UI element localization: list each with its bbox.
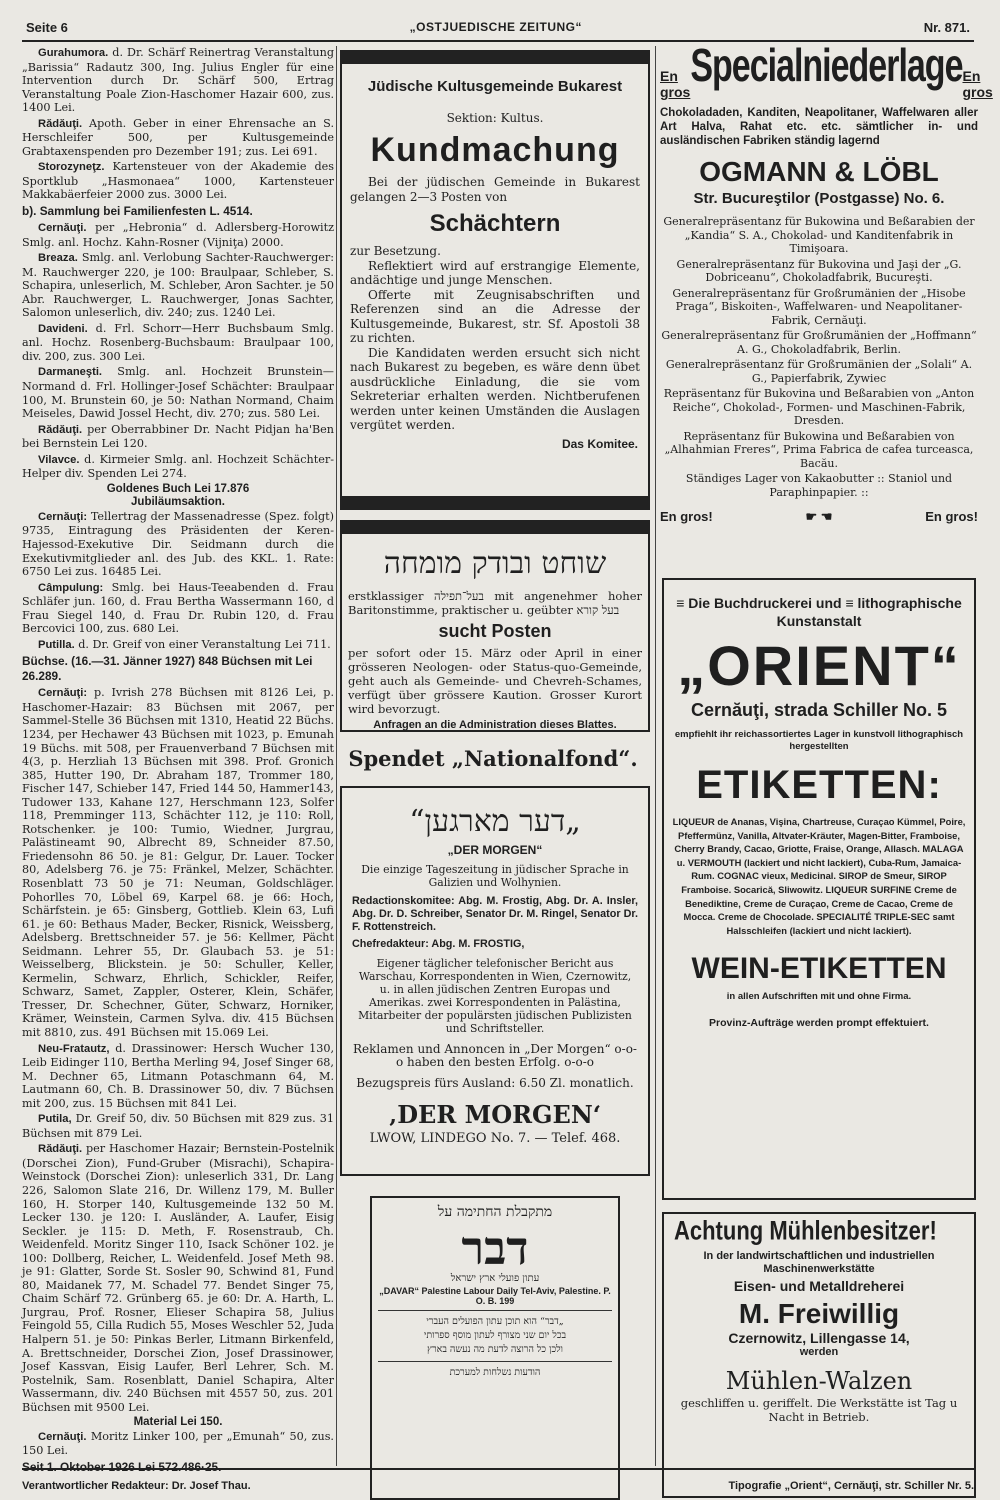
ad-headline: sucht Posten [438, 621, 552, 641]
labels-heading: ETIKETTEN: [696, 763, 942, 807]
column-divider [336, 46, 337, 1466]
firm-name: M. Freiwillig [738, 1298, 900, 1329]
ad-inquiry: Anfragen an die Administration dieses Blattes. [373, 719, 617, 731]
ogmann-loebl-ad [660, 40, 993, 525]
paper-address: LWOW, LINDEGO No. 7. — Telef. 468. [369, 1131, 621, 1146]
orient-subtitle: empfiehlt ihr reichassortiertes Lager in kunstvoll lithographisch hergestellten [674, 729, 964, 752]
wine-labels-heading: WEIN-ETIKETTEN [691, 952, 947, 986]
donation-entry: Rădăuţi. Apoth. Geber in einer Ehrensache an S. Herschleifer 500, per Kultusgemeinde Grabtaxenspenden pro Dezember 191; zus. Lei 691. [22, 116, 334, 158]
hebrew-line: „דבר“ הוא תוכן עתון הפועלים העברי [426, 1316, 564, 1327]
wine-labels-note: in allen Aufschriften mit und ohne Firma. [726, 991, 912, 1003]
ad-title: Specialniederlage [690, 40, 963, 92]
ad-connector: werden [799, 1346, 839, 1358]
representation: Generalrepräsentanz für Bukowina und Beßarabien der „Kandia“ S. A., Chokolad- und Kanditenfabrik in Timişoara. [663, 215, 975, 255]
section-heading: Material Lei 150. [133, 1416, 223, 1429]
paper-body: Eigener täglicher telefonischer Bericht aus Warschau, Korrespondenten in Wien, Czernowitz, u. in allen jüdischen Zentren Europas und Amerikas. zwei Korrespondenten in Palästina, Mitarbeiter der populärsten jüdischen Publizisten und Schriftsteller. [358, 957, 632, 1035]
freiwillig-ad [662, 1212, 976, 1498]
notice-body: zur Besetzung. [350, 244, 441, 258]
hebrew-line: הודעות נשלחות למערכת [449, 1367, 541, 1378]
province-orders-note: Provinz-Aufträge werden prompt effektuiert. [709, 1017, 929, 1030]
ad-body: geschliffen u. geriffelt. Die Werkstätte ist Tag u Nacht in Betrieb. [680, 1396, 958, 1424]
donation-entry: Vilavce. d. Kirmeier Smlg. anl. Hochzeit Schächter-Helper div. Spenden Lei 274. [22, 452, 334, 481]
editorial-committee: Redactionskomitee: Abg. M. Frostig, Abg. Dr. A. Insler, Abg. Dr. D. Schreiber, Senator Dr. M. Ringel, Senator Dr. F. Rottenstreich. [352, 895, 638, 933]
ad-intro: ≡ Die Buchdruckerei und ≡ lithographische Kunstanstalt [676, 595, 962, 629]
latin-title: „DER MORGEN“ [447, 843, 543, 857]
section-heading: Goldenes Buch Lei 17.876 [106, 482, 250, 495]
representation: Ständiges Lager von Kakaobutter :: Staniol und Paraphinpapier. :: [685, 472, 953, 499]
donation-entry: Cernăuţi: p. Ivrish 278 Büchsen mit 8126 Lei, p. Haschomer-Hazair: 83 Büchsen mit 2067, per Sammel-Stelle 36 Büchsen mit 1310, Heatid 22 Büchs. 1234, per Hechawer 43 Büchsen mit 1023, p. Emunah 19 Büchs. mit 508, per Frauenverband 7 Büchsen mit 4(3, p. Herzliah 13 Büchsen mit 398. Prof. Gronich 385, Hutter 190, Dr. Abraham 187, Trommer 180, Fischer 147, Schieber 147, Fried 144 50, Hammer143, Tudower 133, Kahane 127, Herschmann 123, Solfer 118, Premminger 113, Schächter 112, je 110: Roll, Rotschenker. je 100: Tumio, Wiedner, Jurgrau, Palästineamt 90, Albrecht 89, Schneider 87.50, Friedensohn 86 50. je 81: Gelgur, Dr. Lauer. Tocker 80, Adelsberg 76. je 75: Fränkel, Melzer, Schächter. Rosenblatt 73 50 je 71: Neuman, Goldschläger. Pohorlles 70, Löbel 69, Karpel 68. je 66: Hoch, Schärfstein. je 65: Ginsberg, Gottlieb. Klein 63, Lufi 61. je 60: Bethaus Mader, Becker, Risnick, Weissberg, Adelsberg. Brettschneider 57. je 56: Kellmer, Pächt Seidmann. Lehrer 55, Dr. Glaubach 53. je 51: Weisselberg, Blickstein. je 50: Schuller, Keller, Kermelin, Schwarz, Ehrlich, Schickler, Reifer, Schwarz, Samet, Zappler, Osterer, Klein, Schäfer, Tresser, Dr. Schechner, Güter, Schwarz, Horniker, Krämer, Weinstein, Carmen Sylva. div. 415 Büchsen mit 8810, zus. 491 Büchsen mit 15.069 Lei. [22, 686, 334, 1039]
editor-credit: Verantwortlicher Redakteur: Dr. Josef Thau. [22, 1480, 251, 1492]
hand-pointer-icon: ☛ ☚ [805, 509, 833, 524]
black-bar [342, 496, 648, 508]
donation-entry: Cernăuţi. Moritz Linker 100, per „Emunah“ 50, zus. 150 Lei. [22, 1429, 334, 1458]
section-heading: b). Sammlung bei Familienfesten L. 4514. [22, 204, 253, 219]
donation-entry: Rădăuţi. per Haschomer Hazair; Bernstein-Postelnik (Dorschei Zion), Fund-Gruber (Misrachi), Schapira-Weinstock (Dorschei Zion): unleserlich 331, Dr. Lang 226, Salomon Slate 216, Dr. Willenz 179, M. Buller 160, H. Storper 140, Kultusgemeinde 132 50 M. Lecker 130. je 120: I. Ausländer, A. Laufer, Eisig Seckler. je 115: D. Meth, F. Rosenstraub, Ch. Weidenfeld. Moritz Singer 110, Isack Schöner 102. je 100: Dollberg, Reicher, L. Weidenfeld. Josef Meth 98. je 91: Glatter, Sorde St. Sosler 90, Schwind 81, Fund 80, Maidanek 77, M. Schadel 77. Bendet Singer 75, Chaim Schärf 72. Grünberg 65. je 60: Dr. A. Harth, L. Jurgrau, Prof. Rosner, Elieser Schapira 58, Julius Feingold 55, Cilla Rudich 55, Moses Weschler 52, Juda Halpern 51. je 50: Pinkas Berler, Litmann Birkenfeld, A. Brettschneider, Dorschei Zion, Josef Drassinower, Josef Kassvan, Eisig Laufer, Berl Lehrer, Sch. M. Postelnik, Sam. Rosenblatt, Daniel Schapira, Alter Wassermann, div. 240 Büchsen mit 4557 50, zus. 201 Büchsen mit 9500 Lei. [22, 1142, 334, 1414]
hebrew-line: בכל יום שני מצורף לעתון מוסף ספרותי [423, 1330, 567, 1341]
notice-intro: Bei der jüdischen Gemeinde in Bukarest gelangen 2—3 Posten von [350, 175, 640, 204]
davar-ad [370, 1196, 620, 1500]
orient-printing-ad [662, 578, 976, 1200]
donation-entry: Rădăuţi. per Oberrabbiner Dr. Nacht Pidjan ha'Ben bei Bernstein Lei 120. [22, 422, 334, 451]
masthead-title: „OSTJUEDISCHE ZEITUNG“ [409, 20, 582, 34]
section-subheading: Jubiläumsaktion. [131, 496, 225, 509]
notice-body: Reflektiert wird auf erstrangige Elemente, andächtige und junge Menschen. [350, 258, 640, 287]
divider [378, 1361, 612, 1362]
donation-entry: Câmpulung: Smlg. bei Haus-Teeabenden d. Frau Schläfer jun. 160, d. Frau Bertha Wassermann 160, d Frau Siegel 140, d. Frau Dr. Rubin 120, d. Frau Bercovici 100, zus. 680 Lei. [22, 580, 334, 636]
en-gros-label: En gros [660, 68, 691, 100]
paper-description: Die einzige Tageszeitung in jüdischer Sprache in Galizien und Wolhynien. [361, 863, 629, 889]
shochet-ad [340, 520, 650, 732]
workshop-type: Eisen- und Metalldreherei [733, 1278, 905, 1294]
product-name: Mühlen-Walzen [725, 1367, 913, 1395]
hebrew-headline: שוחט ובודק מומחה [383, 546, 607, 581]
orient-address: Cernăuţi, strada Schiller No. 5 [690, 700, 948, 720]
black-bar [342, 52, 648, 64]
notice-signature: Das Komitee. [561, 436, 638, 451]
en-gros-label: En gros [962, 68, 993, 100]
representation: Generalrepräsentanz für Bukovina und Jaşi der „G. Dobriceanu“, Chokoladfabrik, Bucureşti. [676, 257, 962, 284]
total-line: Seit 1. Oktober 1926 Lei 572.486·25. [22, 1459, 222, 1474]
hebrew-heading: מתקבלת החתימה על [437, 1204, 553, 1220]
en-gros-footer [660, 509, 978, 525]
hebrew-title: „דער מארגען“ [409, 804, 581, 839]
notice-body: Die Kandidaten werden ersucht sich nicht nach Bukarest zu begeben, es wäre denn übet ausdrückliche Einladung, die sie vom Sekreteriar erhalten werden. Nichtberufenen werden unter keinen Umständen die Auslagen vergütet werden. [350, 345, 640, 432]
firm-address: Czernowitz, Lillengasse 14, [728, 1330, 910, 1346]
notice-body: Offerte mit Zeugnisabschriften und Referenzen sind an die Adresse der Kultusgemeinde, Bukarest, str. Sf. Apostoli 38 zu richten. [350, 287, 640, 345]
notice-section: Sektion: Kultus. [446, 111, 544, 125]
donation-entry: Breaza. Smlg. anl. Verlobung Sachter-Rauchwerger: M. Rauchwerger 220, je 100: Braulpaar, Schleber, S. Schapira, unleserlich, M. Schleber, Aron Sachter. je 50 Abr. Rauchwerger, L. Rauchwerger, Jonas Sachter, Salomon unleserlich, div. 240; zus. 1240 Lei. [22, 251, 334, 320]
issue-number: Nr. 871. [923, 19, 970, 35]
kultusgemeinde-notice [340, 50, 650, 510]
donation-entry: Cernăuţi: Tellertrag der Massenadresse (Spez. folgt) 9735, Eintragung des Präsidenten der Keren-Hajessod-Exekutive Dir. Seidmann durch die Exekutivmitglieder anl. des Jub. des KKL. 1. Rate: 6750 Lei zus. 16485 Lei. [22, 509, 334, 579]
donation-entry: Cernăuţi. per „Hebronia“ d. Adlersberg-Horowitz Smlg. anl. Hochz. Kahn-Rosner (Vijniţa) 2000. [22, 221, 334, 249]
hebrew-subtitle: עתון פועלי ארץ ישראל [450, 1273, 540, 1284]
der-morgen-ad [340, 786, 650, 1176]
representation: Repräsentanz für Bukovina und Beßarabien von „Anton Reiche“, Chokolad-, Formen- und Maschinen-Fabrik, Dresden. [663, 387, 975, 427]
firm-address: Str. Bucureştilor (Postgasse) No. 6. [693, 190, 945, 207]
hebrew-line: ולכן כל הרוצה לדעת מה נעשה בארץ [427, 1344, 563, 1355]
representation: Generalrepräsentanz für Großrumänien der „Solali“ A. G., Papierfabrik, Zywiec [665, 358, 973, 385]
firm-name: OGMANN & LÖBL [699, 156, 939, 187]
donation-entry: Putilla. d. Dr. Greif von einer Veranstaltung Lei 711. [38, 637, 331, 651]
nationalfond-slogan: Spendet „Nationalfond“. [348, 746, 638, 771]
page-footer [22, 1468, 974, 1492]
donation-entry: Davideni. d. Frl. Schorr—Herr Buchsbaum Smlg. anl. Hochz. Rosenberg-Buchsbaum: Braulpaar 100, div. 200, zus. 300 Lei. [22, 321, 334, 363]
representation: Repräsentanz für Bukowina und Beßarabien von „Alhahmian Freres“, Prima Fabrica de cafea turceasca, Bacău. [664, 429, 974, 470]
representation: Generalrepräsentanz für Großrumänien der „Hoffmann“ A. G., Chokoladfabrik, Berlin. [661, 329, 977, 356]
notice-position: Schächtern [429, 210, 561, 237]
ad-intro: In der landwirtschaftlichen und industriellen Maschinenwerkstätte [703, 1250, 935, 1275]
chief-editor: Chefredakteur: Abg. M. FROSTIG, [352, 938, 525, 950]
ads-note: Reklamen und Annoncen in „Der Morgen“ o-o-o haben den besten Erfolg. o-o-o [353, 1042, 637, 1069]
printer-credit: Tipografie „Orient“, Cernăuţi, str. Schiller Nr. 5. [728, 1480, 974, 1492]
divider [378, 1310, 612, 1311]
donation-entry: Putila, Dr. Greif 50, div. 50 Büchsen mit 829 zus. 31 Büchsen mit 879 Lei. [22, 1112, 334, 1140]
donation-entry: Neu-Fratautz, d. Drassinower: Hersch Wucher 130, Leib Eidinger 110, Bertha Merling 94, Josef Singer 68, M. Dechner 65, Litmann Potaschmann 64, M. Lautmann 60, Ch. B. Drassinower 50, div. 7 Büchsen mit 200, zus. 15 Büchsen mit 841 Lei. [22, 1041, 334, 1110]
orient-name: „ORIENT“ [677, 634, 961, 697]
davar-logo: דבר [461, 1221, 529, 1275]
notice-issuer: Jüdische Kultusgemeinde Bukarest [367, 78, 623, 95]
subscription-price: Bezugspreis fürs Ausland: 6.50 Zl. monatlich. [356, 1076, 634, 1090]
ad-intro: Chokoladaden, Kanditen, Neapolitaner, Waffelwaren aller Art Halva, Rahat etc. etc. sämtlicher in- und ausländischen Fabriken ständig lagernd [660, 107, 978, 147]
donations-column [22, 46, 334, 1477]
column-divider [655, 46, 656, 1466]
label-list: LIQUEUR de Ananas, Vişina, Chartreuse, Curaçao Kümmel, Poire, Pfeffermünz, Vanilla, Altvater-Kräuter, Magen-Bitter, Framboise, Cherry Brandy, Cacao, Griotte, Fraise, Orange, Allasch. MALAGA u. VERMOUTH (lackiert und nicht lackiert), Cuba-Rum, Jamaica-Rum. COGNAC vieux, Medicinal. SIROP de Smeur, SIROP Framboise. Socarică, Sliwowitz. LIQUEUR SURFINE Creme de Benediktine, Creme de Curaçao, Creme de Cacao, Creme de Mocca. Creme de Chocolade. SPECIALITÉ TRIPLE-SEC samt Halsschleifen (lackiert und nicht lackiert). [672, 816, 966, 936]
donation-entry: Storozyneţz. Kartensteuer von der Akademie des Sportklub „Hasmonaea“ 1000, Kartensteuer Makkabäerfeier 2000 zus. 3000 Lei. [22, 160, 334, 202]
ad-body: per sofort oder 15. März oder April in einer grösseren Neologen- oder Status-quo-Gemeinde, geht auch als Gemeinde- und Chevreh-Schames, verfügt über grössere Kaution. Grosser Kurort wird bevorzugt. [348, 646, 642, 716]
page-number: Seite 6 [26, 19, 68, 35]
ad-title-row [660, 40, 993, 100]
ad-line: erstklassiger בעל־תפילה mit angenehmer hoher Baritonstimme, praktischer u. geübter בעל קורא [348, 589, 642, 617]
donation-entry: Gurahumora. d. Dr. Schärf Reinertrag Veranstaltung „Barissia“ Radautz 300, Ing. Julius Engler für eine Intervention durch Dr. Schärf 500, Ertrag Veranstaltung Poale Zion-Haschomer Hazair 600, zus. 1400 Lei. [22, 46, 334, 115]
ad-headline: Achtung Mühlenbesitzer! [674, 1215, 937, 1246]
en-gros-label: En gros! [925, 509, 978, 524]
notice-headline: Kundmachung [370, 131, 620, 169]
en-gros-label: En gros! [660, 509, 713, 524]
donation-entry: Darmaneşti. Smlg. anl. Hochzeit Brunstein—Normand d. Frl. Hollinger-Josef Schächter: Braulpaar 100, M. Brunstein 60, je 50: Nathan Normand, Chaim Meiseles, Dawid Jossel Hecht, div. 270; zus. 580 Lei. [22, 365, 334, 421]
representation: Generalrepräsentanz für Großrumänien der „Hisobe Praga“, Biskoiten-, Waffelwaren- und Neapolitaner-Fabrik, Cernăuţi. [672, 286, 966, 327]
paper-name: ‚DER MORGEN‘ [388, 1100, 602, 1129]
section-heading: Büchse. (16.—31. Jänner 1927) 848 Büchsen mit Lei 26.289. [22, 654, 313, 684]
latin-address: „DAVAR“ Palestine Labour Daily Tel-Aviv, Palestine. P. O. B. 199 [379, 1286, 611, 1306]
black-bar [342, 522, 648, 534]
